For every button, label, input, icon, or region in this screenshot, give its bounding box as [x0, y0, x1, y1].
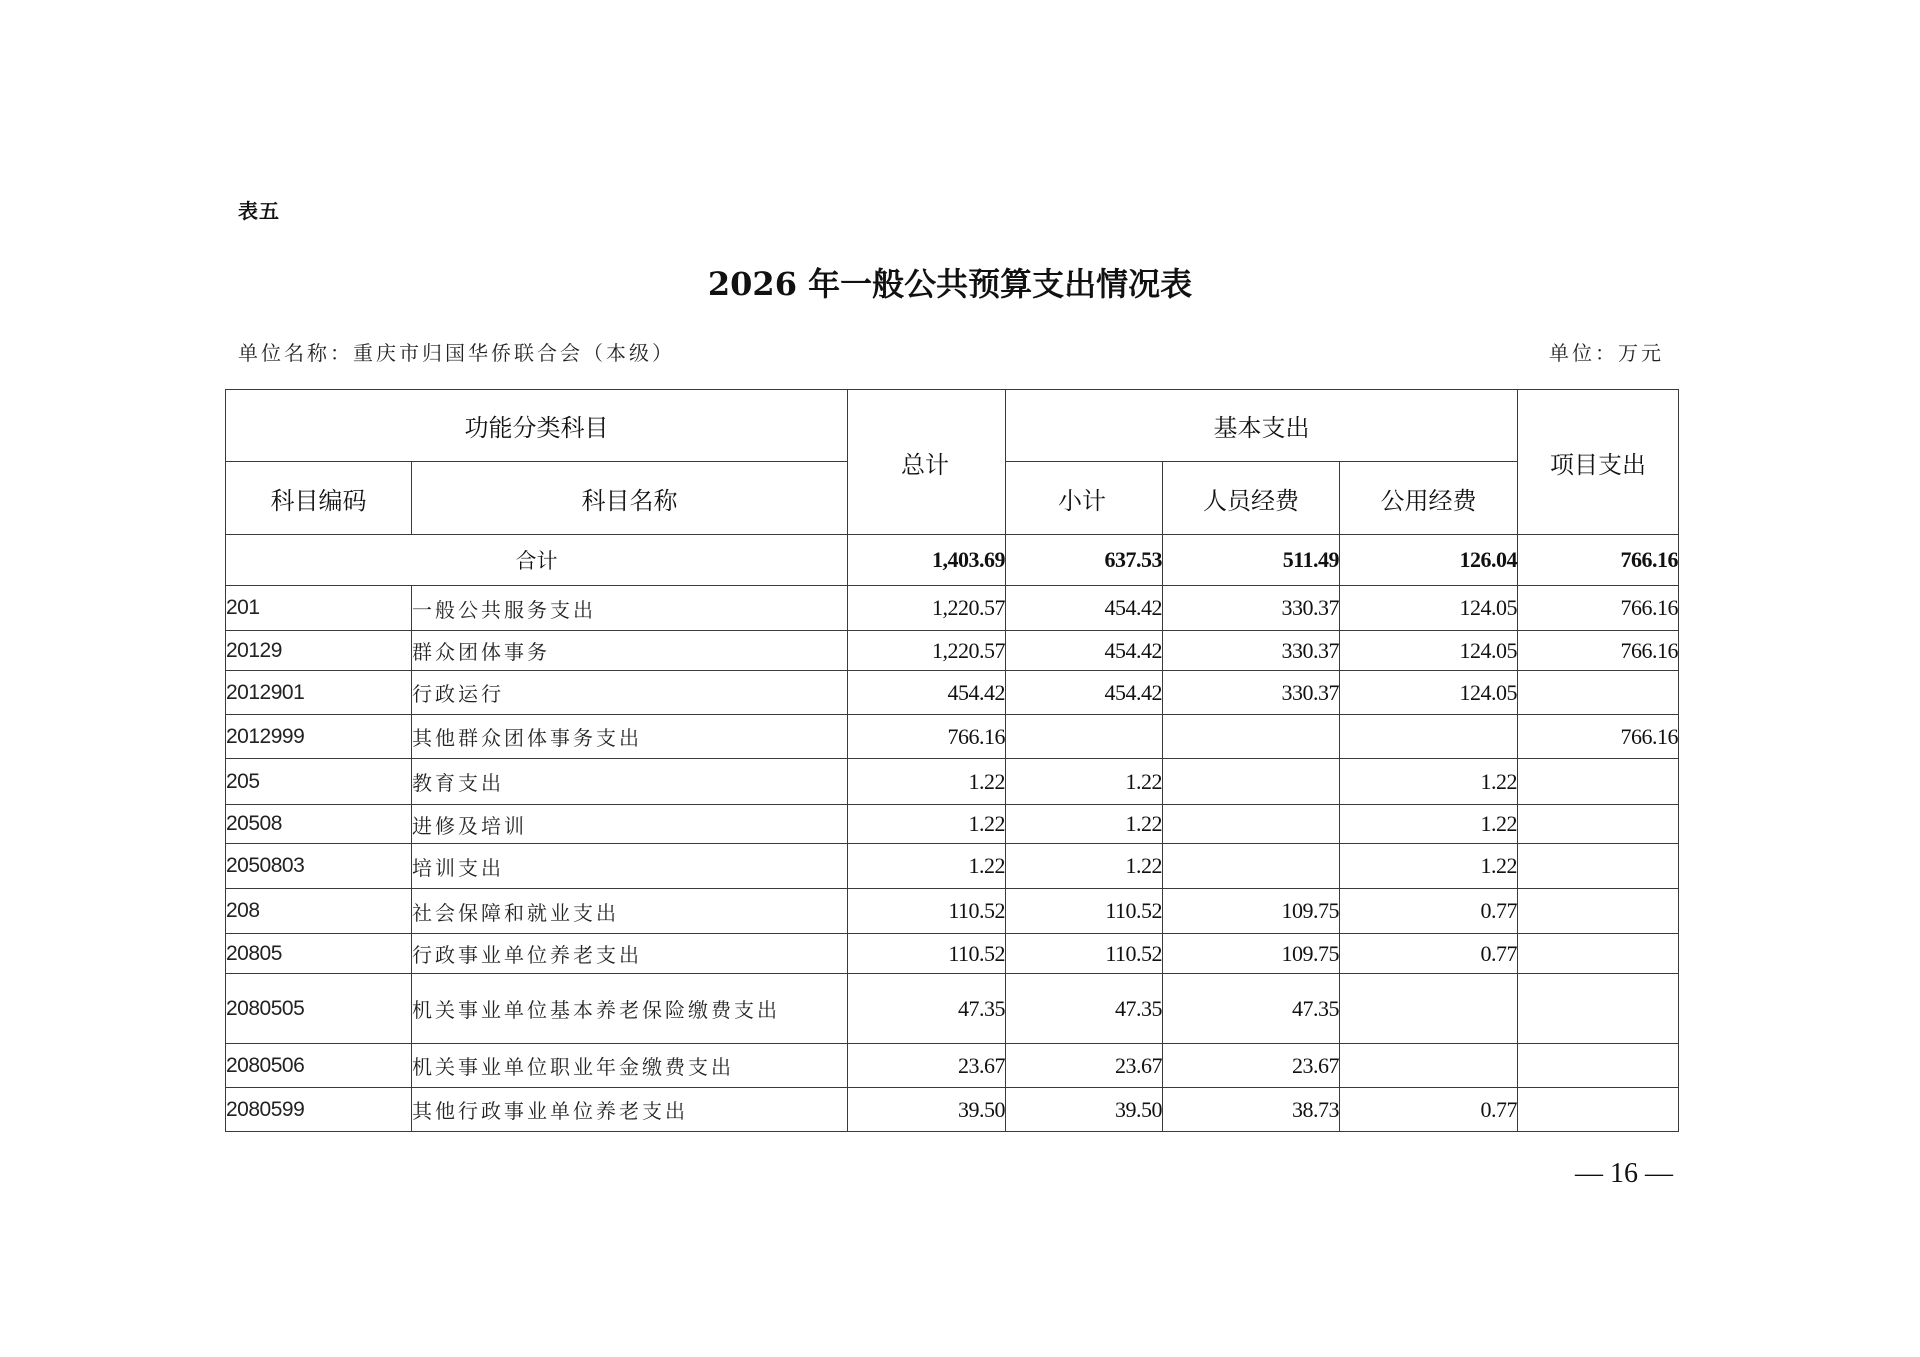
table-label: 表五	[238, 199, 280, 223]
row-subtotal	[1006, 715, 1163, 759]
total-row	[226, 535, 1679, 586]
row-project	[1518, 759, 1679, 805]
row-subtotal: 39.50	[1006, 1088, 1163, 1132]
unit-name: 单位名称：重庆市归国华侨联合会（本级）	[238, 341, 675, 365]
table-row	[226, 715, 1679, 759]
row-code: 20508	[226, 805, 412, 844]
row-personnel: 330.37	[1163, 586, 1340, 631]
row-code: 2012999	[226, 715, 412, 759]
total-personnel: 511.49	[1163, 535, 1340, 586]
table-row	[226, 934, 1679, 974]
row-project	[1518, 671, 1679, 715]
row-total: 766.16	[848, 715, 1006, 759]
total-public: 126.04	[1340, 535, 1518, 586]
row-code: 20805	[226, 934, 412, 974]
row-name: 其他群众团体事务支出	[412, 715, 848, 759]
row-subtotal: 454.42	[1006, 671, 1163, 715]
row-total: 39.50	[848, 1088, 1006, 1132]
row-total: 23.67	[848, 1044, 1006, 1088]
row-personnel	[1163, 759, 1340, 805]
row-personnel	[1163, 844, 1340, 889]
row-subtotal: 1.22	[1006, 805, 1163, 844]
row-personnel: 330.37	[1163, 671, 1340, 715]
row-project	[1518, 1088, 1679, 1132]
row-name: 培训支出	[412, 844, 848, 889]
row-public: 1.22	[1340, 805, 1518, 844]
row-personnel: 47.35	[1163, 974, 1340, 1044]
row-project: 766.16	[1518, 715, 1679, 759]
row-name: 进修及培训	[412, 805, 848, 844]
row-subtotal: 23.67	[1006, 1044, 1163, 1088]
row-public: 0.77	[1340, 934, 1518, 974]
row-project	[1518, 889, 1679, 934]
row-total: 1,220.57	[848, 631, 1006, 671]
row-total: 110.52	[848, 889, 1006, 934]
row-name: 群众团体事务	[412, 631, 848, 671]
row-public	[1340, 715, 1518, 759]
row-public: 1.22	[1340, 844, 1518, 889]
row-personnel: 109.75	[1163, 934, 1340, 974]
row-personnel: 330.37	[1163, 631, 1340, 671]
row-subtotal: 1.22	[1006, 759, 1163, 805]
table-row	[226, 586, 1679, 631]
row-public	[1340, 974, 1518, 1044]
header-subject-name: 科目名称	[412, 462, 848, 535]
row-code: 201	[226, 586, 412, 631]
header-project-expenditure: 项目支出	[1518, 390, 1679, 535]
row-public: 124.05	[1340, 671, 1518, 715]
row-public: 0.77	[1340, 889, 1518, 934]
header-subtotal: 小计	[1006, 462, 1163, 535]
table-row	[226, 889, 1679, 934]
table-row	[226, 759, 1679, 805]
row-subtotal: 1.22	[1006, 844, 1163, 889]
row-project: 766.16	[1518, 631, 1679, 671]
table-row	[226, 671, 1679, 715]
row-name: 行政事业单位养老支出	[412, 934, 848, 974]
total-subtotal: 637.53	[1006, 535, 1163, 586]
row-total: 1,220.57	[848, 586, 1006, 631]
table-row	[226, 974, 1679, 1044]
row-personnel: 38.73	[1163, 1088, 1340, 1132]
row-project	[1518, 1044, 1679, 1088]
currency-unit-label: 单位：万元	[1549, 341, 1664, 365]
header-public-expense: 公用经费	[1340, 462, 1518, 535]
row-name: 机关事业单位职业年金缴费支出	[412, 1044, 848, 1088]
row-code: 2080506	[226, 1044, 412, 1088]
row-project	[1518, 844, 1679, 889]
total-project: 766.16	[1518, 535, 1679, 586]
row-code: 208	[226, 889, 412, 934]
header-total: 总计	[848, 390, 1006, 535]
row-name: 机关事业单位基本养老保险缴费支出	[412, 974, 848, 1044]
table-row	[226, 1088, 1679, 1132]
row-project	[1518, 934, 1679, 974]
row-project	[1518, 805, 1679, 844]
table-row	[226, 805, 1679, 844]
row-total: 110.52	[848, 934, 1006, 974]
row-total: 1.22	[848, 844, 1006, 889]
header-personnel-expense: 人员经费	[1163, 462, 1340, 535]
row-name: 行政运行	[412, 671, 848, 715]
row-project: 766.16	[1518, 586, 1679, 631]
table-row	[226, 1044, 1679, 1088]
row-code: 2050803	[226, 844, 412, 889]
row-code: 2012901	[226, 671, 412, 715]
row-total: 1.22	[848, 805, 1006, 844]
row-public	[1340, 1044, 1518, 1088]
page-number: — 16 —	[1575, 1158, 1673, 1189]
table-row	[226, 844, 1679, 889]
row-code: 205	[226, 759, 412, 805]
row-subtotal: 47.35	[1006, 974, 1163, 1044]
row-name: 教育支出	[412, 759, 848, 805]
header-functional-classification: 功能分类科目	[226, 390, 848, 462]
row-public: 124.05	[1340, 586, 1518, 631]
row-public: 1.22	[1340, 759, 1518, 805]
row-personnel: 109.75	[1163, 889, 1340, 934]
header-subject-code: 科目编码	[226, 462, 412, 535]
row-total: 47.35	[848, 974, 1006, 1044]
row-code: 2080599	[226, 1088, 412, 1132]
row-name: 一般公共服务支出	[412, 586, 848, 631]
row-personnel: 23.67	[1163, 1044, 1340, 1088]
row-code: 2080505	[226, 974, 412, 1044]
row-subtotal: 110.52	[1006, 934, 1163, 974]
total-total: 1,403.69	[848, 535, 1006, 586]
row-total: 454.42	[848, 671, 1006, 715]
row-personnel	[1163, 805, 1340, 844]
row-name: 其他行政事业单位养老支出	[412, 1088, 848, 1132]
row-subtotal: 454.42	[1006, 586, 1163, 631]
header-basic-expenditure: 基本支出	[1006, 390, 1518, 462]
row-name: 社会保障和就业支出	[412, 889, 848, 934]
table-row	[226, 631, 1679, 671]
row-total: 1.22	[848, 759, 1006, 805]
budget-expenditure-table	[225, 389, 1679, 1132]
total-label: 合计	[226, 535, 848, 586]
row-code: 20129	[226, 631, 412, 671]
row-subtotal: 454.42	[1006, 631, 1163, 671]
row-public: 124.05	[1340, 631, 1518, 671]
document-title: 2026 年一般公共预算支出情况表	[707, 265, 1193, 303]
row-personnel	[1163, 715, 1340, 759]
row-project	[1518, 974, 1679, 1044]
row-public: 0.77	[1340, 1088, 1518, 1132]
row-subtotal: 110.52	[1006, 889, 1163, 934]
